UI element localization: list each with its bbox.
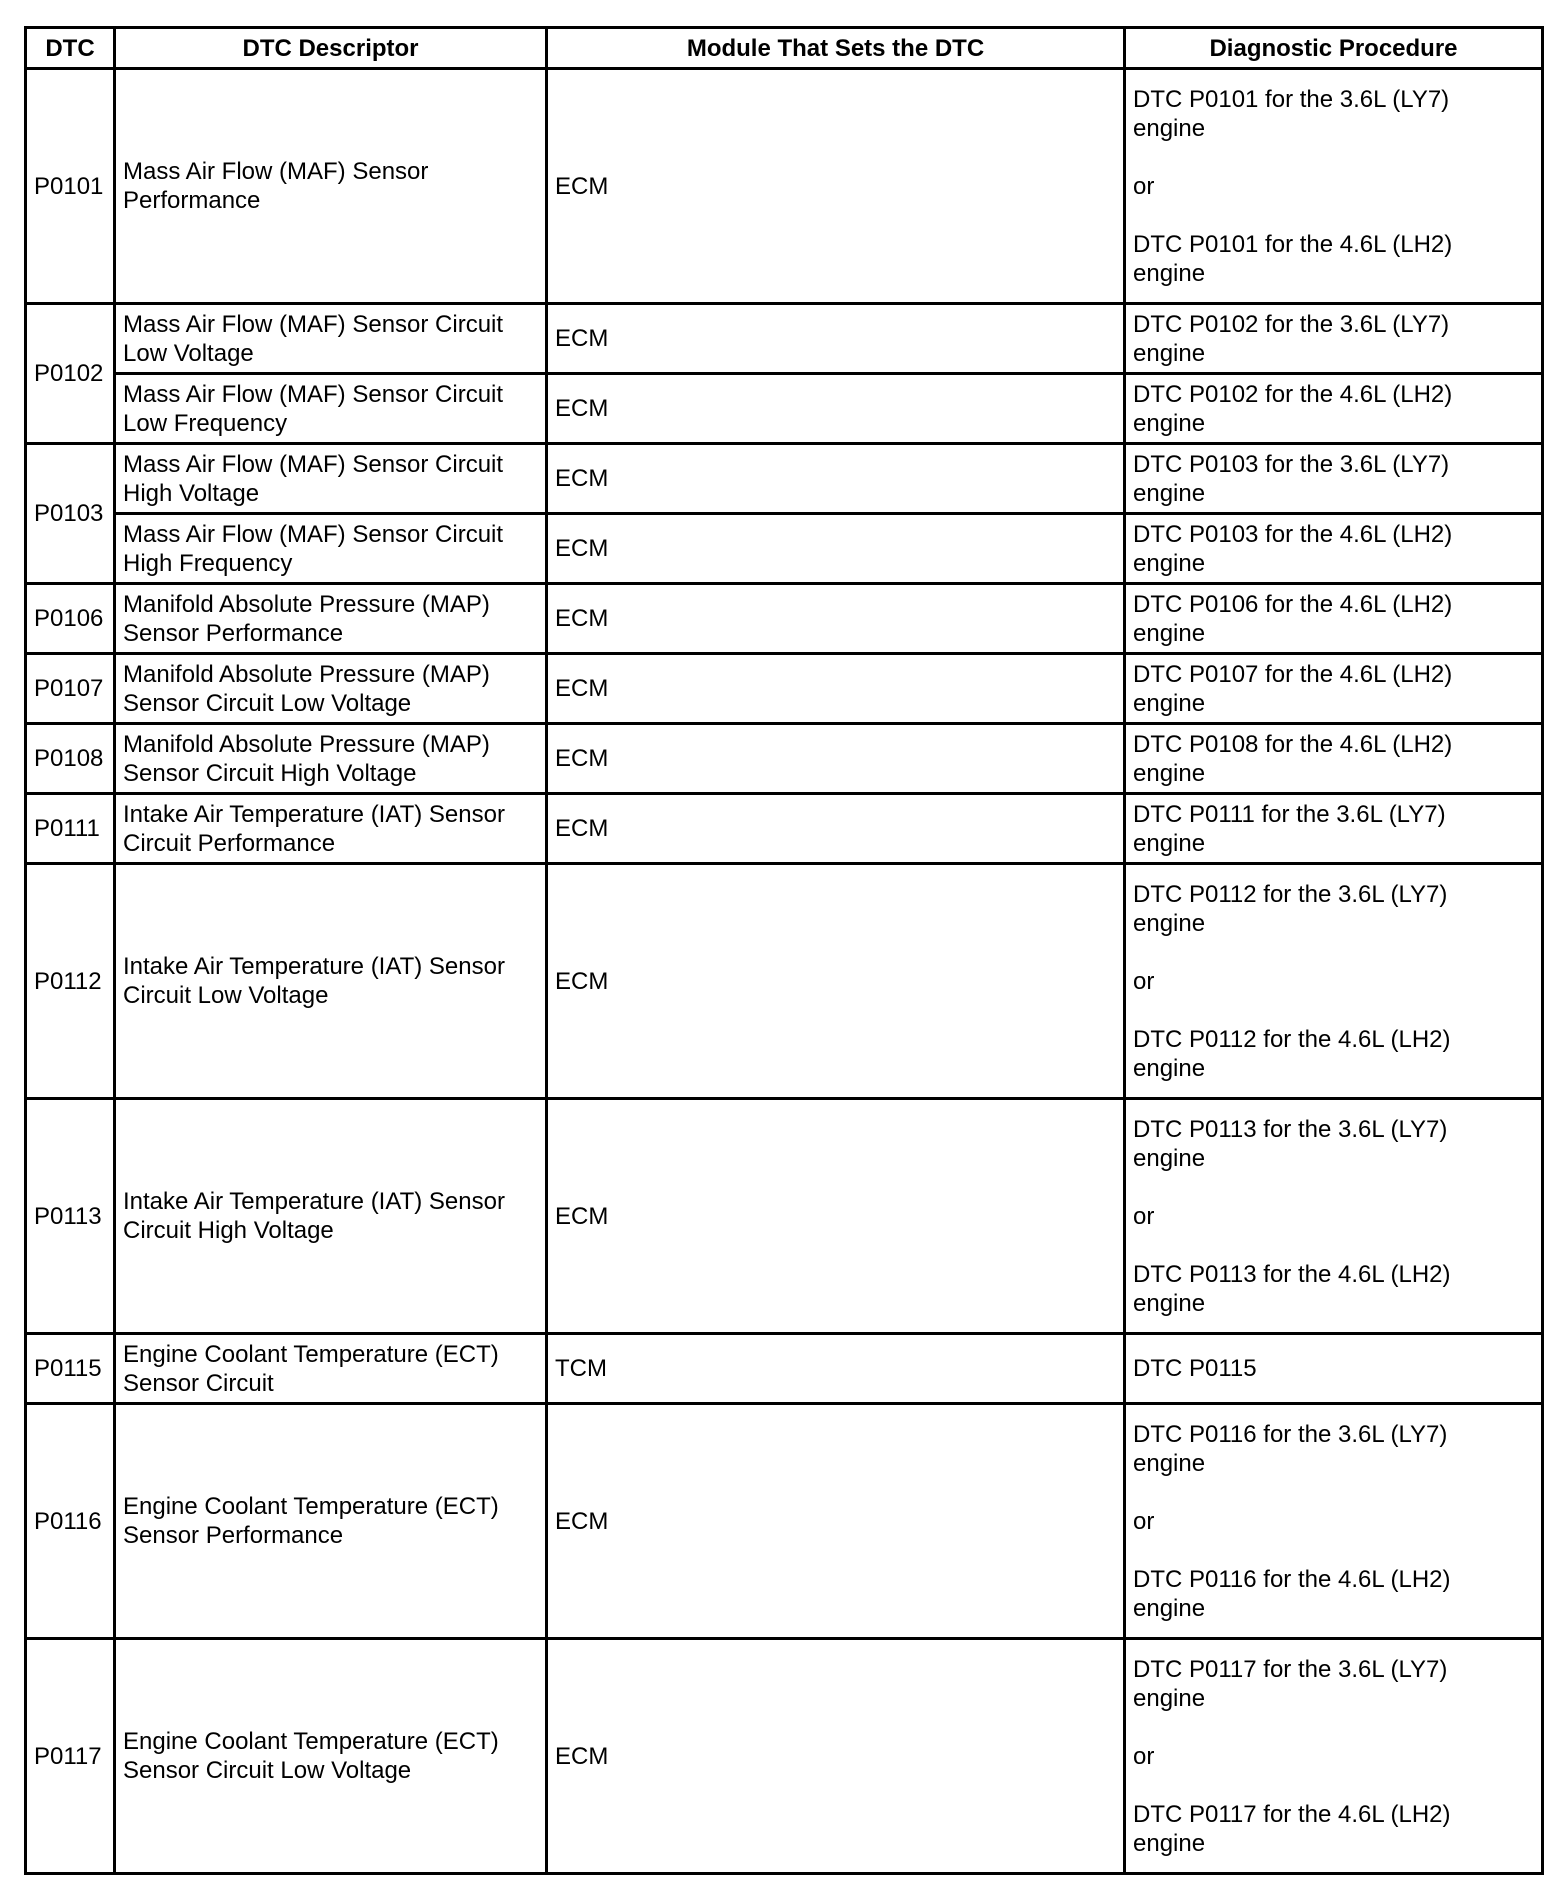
dtc-descriptor: Intake Air Temperature (IAT) Sensor Circuit Performance — [115, 794, 547, 864]
dtc-code: P0107 — [26, 654, 115, 724]
module: ECM — [547, 69, 1125, 304]
diagnostic-procedure: DTC P0116 for the 3.6L (LY7) engine or DTC P0116 for the 4.6L (LH2) engine — [1125, 1404, 1543, 1639]
module: ECM — [547, 1099, 1125, 1334]
diagnostic-procedure: DTC P0115 — [1125, 1334, 1543, 1404]
dtc-code: P0101 — [26, 69, 115, 304]
dtc-code: P0106 — [26, 584, 115, 654]
table-row — [26, 654, 1543, 724]
dtc-descriptor: Mass Air Flow (MAF) Sensor Circuit High Voltage — [115, 444, 547, 514]
module: ECM — [547, 1404, 1125, 1639]
dtc-code: P0112 — [26, 864, 115, 1099]
diagnostic-procedure: DTC P0106 for the 4.6L (LH2) engine — [1125, 584, 1543, 654]
dtc-code: P0103 — [26, 444, 115, 584]
diagnostic-procedure: DTC P0112 for the 3.6L (LY7) engine or DTC P0112 for the 4.6L (LH2) engine — [1125, 864, 1543, 1099]
diagnostic-procedure: DTC P0111 for the 3.6L (LY7) engine — [1125, 794, 1543, 864]
diagnostic-procedure: DTC P0103 for the 3.6L (LY7) engine — [1125, 444, 1543, 514]
table-row — [26, 724, 1543, 794]
diagnostic-procedure: DTC P0101 for the 3.6L (LY7) engine or DTC P0101 for the 4.6L (LH2) engine — [1125, 69, 1543, 304]
diagnostic-procedure: DTC P0103 for the 4.6L (LH2) engine — [1125, 514, 1543, 584]
table-row — [26, 69, 1543, 304]
dtc-descriptor: Manifold Absolute Pressure (MAP) Sensor Performance — [115, 584, 547, 654]
diagnostic-procedure: DTC P0102 for the 3.6L (LY7) engine — [1125, 304, 1543, 374]
module: ECM — [547, 374, 1125, 444]
module: ECM — [547, 584, 1125, 654]
dtc-descriptor: Mass Air Flow (MAF) Sensor Circuit Low Voltage — [115, 304, 547, 374]
table-row — [26, 1404, 1543, 1639]
dtc-code: P0115 — [26, 1334, 115, 1404]
module: ECM — [547, 864, 1125, 1099]
diagnostic-procedure: DTC P0117 for the 3.6L (LY7) engine or DTC P0117 for the 4.6L (LH2) engine — [1125, 1639, 1543, 1874]
table-row — [26, 1099, 1543, 1334]
table-row — [26, 444, 1543, 514]
table-row — [26, 794, 1543, 864]
dtc-descriptor: Mass Air Flow (MAF) Sensor Circuit Low Frequency — [115, 374, 547, 444]
header-row — [26, 28, 1543, 69]
header-descriptor: DTC Descriptor — [115, 28, 547, 69]
dtc-code: P0102 — [26, 304, 115, 444]
table-row — [26, 864, 1543, 1099]
diagnostic-procedure: DTC P0113 for the 3.6L (LY7) engine or DTC P0113 for the 4.6L (LH2) engine — [1125, 1099, 1543, 1334]
module: ECM — [547, 724, 1125, 794]
dtc-descriptor: Intake Air Temperature (IAT) Sensor Circuit Low Voltage — [115, 864, 547, 1099]
table-row — [26, 514, 1543, 584]
table-row — [26, 1334, 1543, 1404]
dtc-descriptor: Intake Air Temperature (IAT) Sensor Circuit High Voltage — [115, 1099, 547, 1334]
module: ECM — [547, 304, 1125, 374]
module: ECM — [547, 794, 1125, 864]
module: ECM — [547, 1639, 1125, 1874]
dtc-code: P0117 — [26, 1639, 115, 1874]
header-module: Module That Sets the DTC — [547, 28, 1125, 69]
dtc-code: P0113 — [26, 1099, 115, 1334]
table-row — [26, 1639, 1543, 1874]
dtc-descriptor: Engine Coolant Temperature (ECT) Sensor Performance — [115, 1404, 547, 1639]
dtc-descriptor: Manifold Absolute Pressure (MAP) Sensor Circuit High Voltage — [115, 724, 547, 794]
dtc-descriptor: Engine Coolant Temperature (ECT) Sensor Circuit — [115, 1334, 547, 1404]
table-row — [26, 304, 1543, 374]
header-dtc: DTC — [26, 28, 115, 69]
module: ECM — [547, 654, 1125, 724]
dtc-code: P0116 — [26, 1404, 115, 1639]
dtc-descriptor: Engine Coolant Temperature (ECT) Sensor Circuit Low Voltage — [115, 1639, 547, 1874]
table-row — [26, 374, 1543, 444]
diagnostic-procedure: DTC P0107 for the 4.6L (LH2) engine — [1125, 654, 1543, 724]
diagnostic-procedure: DTC P0102 for the 4.6L (LH2) engine — [1125, 374, 1543, 444]
header-procedure: Diagnostic Procedure — [1125, 28, 1543, 69]
module: ECM — [547, 444, 1125, 514]
dtc-descriptor: Manifold Absolute Pressure (MAP) Sensor Circuit Low Voltage — [115, 654, 547, 724]
table-row — [26, 584, 1543, 654]
dtc-code: P0108 — [26, 724, 115, 794]
dtc-descriptor: Mass Air Flow (MAF) Sensor Performance — [115, 69, 547, 304]
module: TCM — [547, 1334, 1125, 1404]
dtc-code: P0111 — [26, 794, 115, 864]
dtc-table — [24, 26, 1544, 1875]
module: ECM — [547, 514, 1125, 584]
diagnostic-procedure: DTC P0108 for the 4.6L (LH2) engine — [1125, 724, 1543, 794]
dtc-descriptor: Mass Air Flow (MAF) Sensor Circuit High Frequency — [115, 514, 547, 584]
